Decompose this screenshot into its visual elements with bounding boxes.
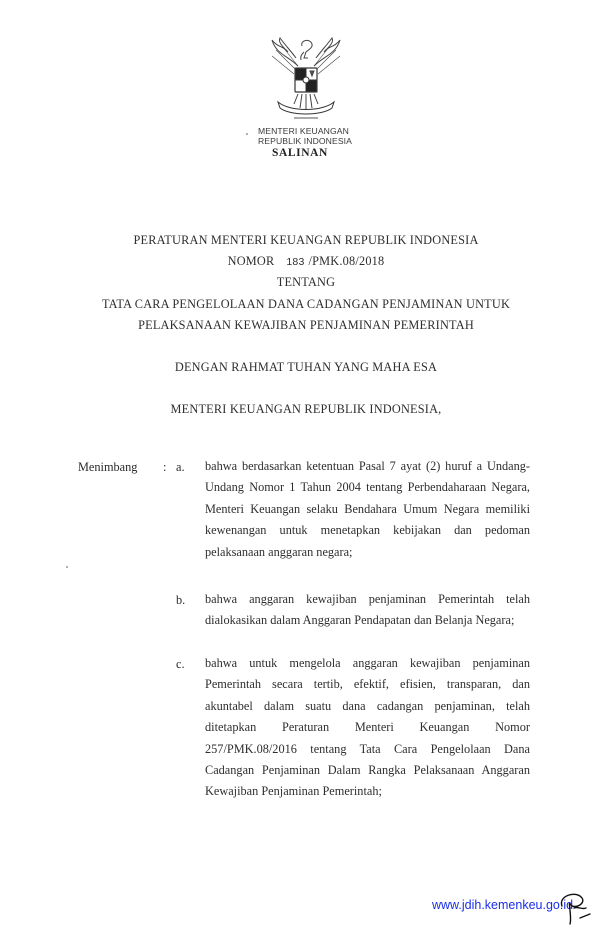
nomor-suffix: /PMK.08/2018: [308, 254, 385, 268]
menimbang-colon: :: [163, 460, 167, 474]
subject-line-2: PELAKSANAAN KEWAJIBAN PENJAMINAN PEMERINTAH: [138, 318, 474, 332]
blessing-line: DENGAN RAHMAT TUHAN YANG MAHA ESA: [174, 360, 438, 374]
scan-speck: [66, 566, 68, 568]
item-letter: a.: [176, 460, 185, 474]
scan-speck: [246, 133, 248, 135]
regulation-number: [0, 254, 612, 269]
nomor-label: NOMOR: [227, 254, 275, 268]
item-letter: b.: [176, 593, 186, 607]
jdih-website-link[interactable]: www.jdih.kemenkeu.go.id: [432, 898, 574, 912]
subject-line-1: TATA CARA PENGELOLAAN DANA CADANGAN PENJAMINAN UNTUK: [101, 297, 511, 311]
regulation-title: PERATURAN MENTERI KEUANGAN REPUBLIK INDONESIA: [133, 233, 479, 247]
item-text: bahwa anggaran kewajiban penjaminan Pemerintah telah dialokasikan dalam Anggaran Pendapatan dan Belanja Negara;: [205, 592, 530, 628]
menimbang-label: Menimbang: [78, 460, 138, 474]
item-text: bahwa untuk mengelola anggaran kewajiban penjaminan Pemerintah secara tertib, efektif, efisien, transparan, dan akuntabel dalam suatu dana cadangan penjaminan, telah ditetapkan Peraturan Menteri Keuangan Nomor 257/PMK.08/2016 tentang Tata Cara Pengelolaan Dana Cadangan Penjaminan Dalam Rangka Pelaksanaan Anggaran Kewajiban Penjaminan Pemerintah;: [205, 656, 530, 799]
ministry-line-1: MENTERI KEUANGAN: [258, 126, 349, 136]
item-text: bahwa berdasarkan ketentuan Pasal 7 ayat (2) huruf a Undang-Undang Nomor 1 Tahun 2004 tentang Perbendaharaan Negara, Menteri Keuangan selaku Bendahara Umum Negara memiliki kewenangan untuk menetapkan kebijakan dan pedoman pelaksanaan anggaran negara;: [205, 459, 530, 559]
garuda-emblem-icon: [268, 36, 344, 122]
authority-line: MENTERI KEUANGAN REPUBLIK INDONESIA,: [170, 402, 442, 416]
tentang-label: TENTANG: [276, 275, 336, 289]
salinan-stamp: SALINAN: [272, 147, 328, 159]
nomor-number: 183: [286, 256, 305, 268]
item-letter: c.: [176, 657, 185, 671]
ministry-header: [258, 126, 352, 146]
ministry-line-2: REPUBLIK INDONESIA: [258, 136, 352, 146]
paraf-signature-icon: [556, 888, 596, 928]
